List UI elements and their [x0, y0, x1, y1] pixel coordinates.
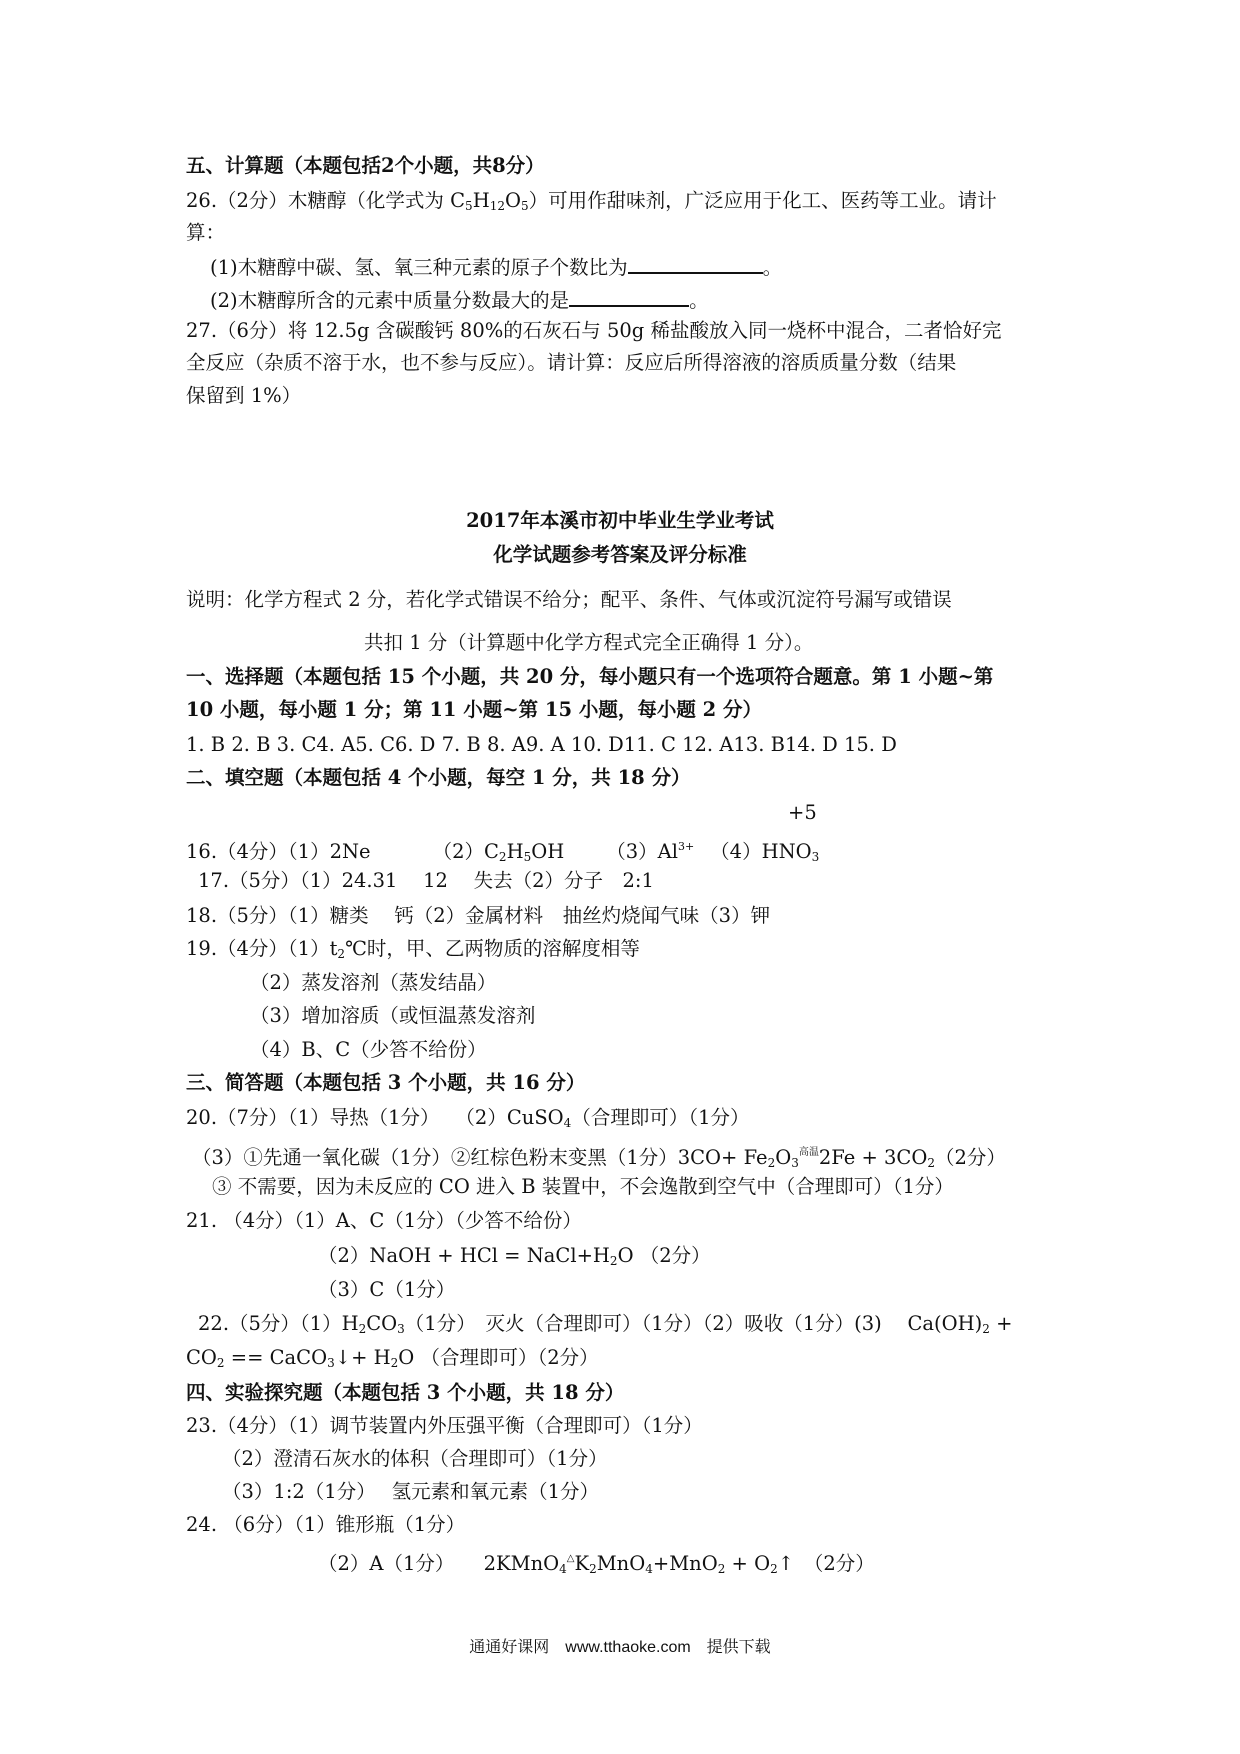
answer-16: 16.（4分）（1）2Ne $(2)C_2H_5OH$ $(3)Al^{3+}$ $(4)HNO_3$	[186, 840, 820, 864]
answer-24-line-1: 24. （6分）（1）锥形瓶（1分）	[186, 1513, 466, 1536]
answer-17: 17.（5分）（1）24.31 12 失去（2）分子 2:1	[198, 869, 654, 892]
footer-download-note: 通通好课网 www.tthaoke.com 提供下载	[469, 1639, 771, 1656]
choice-answers: 1. B 2. B 3. C4. A5. C6. D 7. B 8. A9. A 10. D11. C 12. A13. B14. D 15. D	[186, 733, 897, 756]
question-27-line-2: 全反应（杂质不溶于水，也不参与反应）。请计算：反应后所得溶液的溶质质量分数（结果	[186, 351, 957, 374]
answer-21-line-1: 21. （4分）（1）A、C（1分）（少答不给份）	[186, 1209, 582, 1232]
answer-19-line-1: 19.（4分）$(1)t_2℃$时，甲、乙两物质的溶解度相等	[186, 937, 640, 961]
section-heading-fill: 二、填空题（本题包括 4 个小题，每空 1 分，共 18 分）	[186, 766, 691, 789]
answer-blank[interactable]	[569, 285, 689, 307]
section-heading-short-answer: 三、简答题（本题包括 3 个小题，共 16 分）	[186, 1071, 586, 1094]
answer-19-line-2: （2）蒸发溶剂（蒸发结晶）	[250, 971, 497, 994]
answer-20-line-1: 20.（7分）（1）导热（1分） （2）CuSO$_4$（合理即可）（1分）	[186, 1106, 750, 1130]
section-heading-choice-1: 一、选择题（本题包括 15 个小题，共 20 分，每小题只有一个选项符合题意。第 1 小题~第	[186, 665, 994, 688]
answer-19-line-4: （4）B、C（少答不给份）	[250, 1038, 487, 1061]
answer-blank[interactable]	[628, 252, 763, 274]
answer-19-line-3: （3）增加溶质（或恒温蒸发溶剂	[250, 1004, 536, 1027]
question-27-line-1: 27.（6分）将 12.5g 含碳酸钙 80%的石灰石与 50g 稀盐酸放入同一烧杯中混合，二者恰好完	[186, 319, 1002, 342]
answer-21-line-3: （3）C（1分）	[318, 1278, 456, 1301]
question-26-line-1: 26.（2分）木糖醇（化学式为 $C_5H_{12}O_5$）可用作甜味剂，广泛应用于化工、医药等工业。请计	[186, 189, 997, 213]
question-26-part-2: (2)木糖醇所含的元素中质量分数最大的是 。	[210, 285, 709, 314]
answer-23-line-1: 23.（4分）（1）调节装置内外压强平衡（合理即可）（1分）	[186, 1414, 703, 1437]
answer-23-line-2: （2）澄清石灰水的体积（合理即可）（1分）	[222, 1447, 608, 1470]
answer-20-line-2: （3）①先通一氧化碳（1分）②红棕色粉末变黑（1分）$3CO+ Fe_2O_3^{高温}2Fe + 3CO_2(2$分）	[192, 1146, 1006, 1170]
answer-22-line-2: $CO_2$ == CaCO$_3$↓+ $H_2O$ （合理即可）（2分）	[186, 1346, 599, 1370]
question-26-part-1: (1)木糖醇中碳、氢、氧三种元素的原子个数比为 。	[210, 252, 782, 281]
section-heading-choice-2: 10 小题，每小题 1 分；第 11 小题~第 15 小题，每小题 2 分）	[186, 698, 762, 721]
section-heading-calculation: 五、计算题（本题包括2个小题，共8分）	[186, 154, 545, 177]
question-27-line-3: 保留到 1%）	[186, 384, 302, 407]
valence-mark: +5	[788, 801, 817, 824]
answer-21-line-2: （2）NaOH + HCl = $NaCl+H_2O$ （2分）	[318, 1244, 711, 1268]
scoring-note-2: 共扣 1 分（计算题中化学方程式完全正确得 1 分）。	[364, 631, 814, 654]
section-heading-experiment: 四、实验探究题（本题包括 3 个小题，共 18 分）	[186, 1381, 625, 1404]
answers-title: 2017年本溪市初中毕业生学业考试	[466, 509, 774, 532]
answer-24-line-2: （2）A（1分） $2KMnO_4^\triangle K_2MnO_4+MnO_2$ + $O_2↑$ （2分）	[318, 1552, 875, 1576]
scoring-note-1: 说明：化学方程式 2 分，若化学式错误不给分；配平、条件、气体或沉淀符号漏写或错误	[186, 588, 952, 611]
answer-20-line-3: ③ 不需要，因为未反应的 CO 进入 B 装置中，不会逸散到空气中（合理即可）（1分）	[212, 1175, 954, 1198]
answer-22-line-1: 22.（5分）$(1)H_2CO_3(1$分） 灭火（合理即可）（1分）（2）吸收（1分）(3) $Ca(OH)_2$ +	[198, 1312, 1013, 1336]
question-26-line-2: 算：	[186, 221, 226, 244]
answer-18: 18.（5分）（1）糖类 钙（2）金属材料 抽丝灼烧闻气味（3）钾	[186, 904, 771, 927]
answer-23-line-3: （3）1:2（1分） 氢元素和氧元素（1分）	[222, 1480, 600, 1503]
answers-subtitle: 化学试题参考答案及评分标准	[493, 543, 747, 566]
